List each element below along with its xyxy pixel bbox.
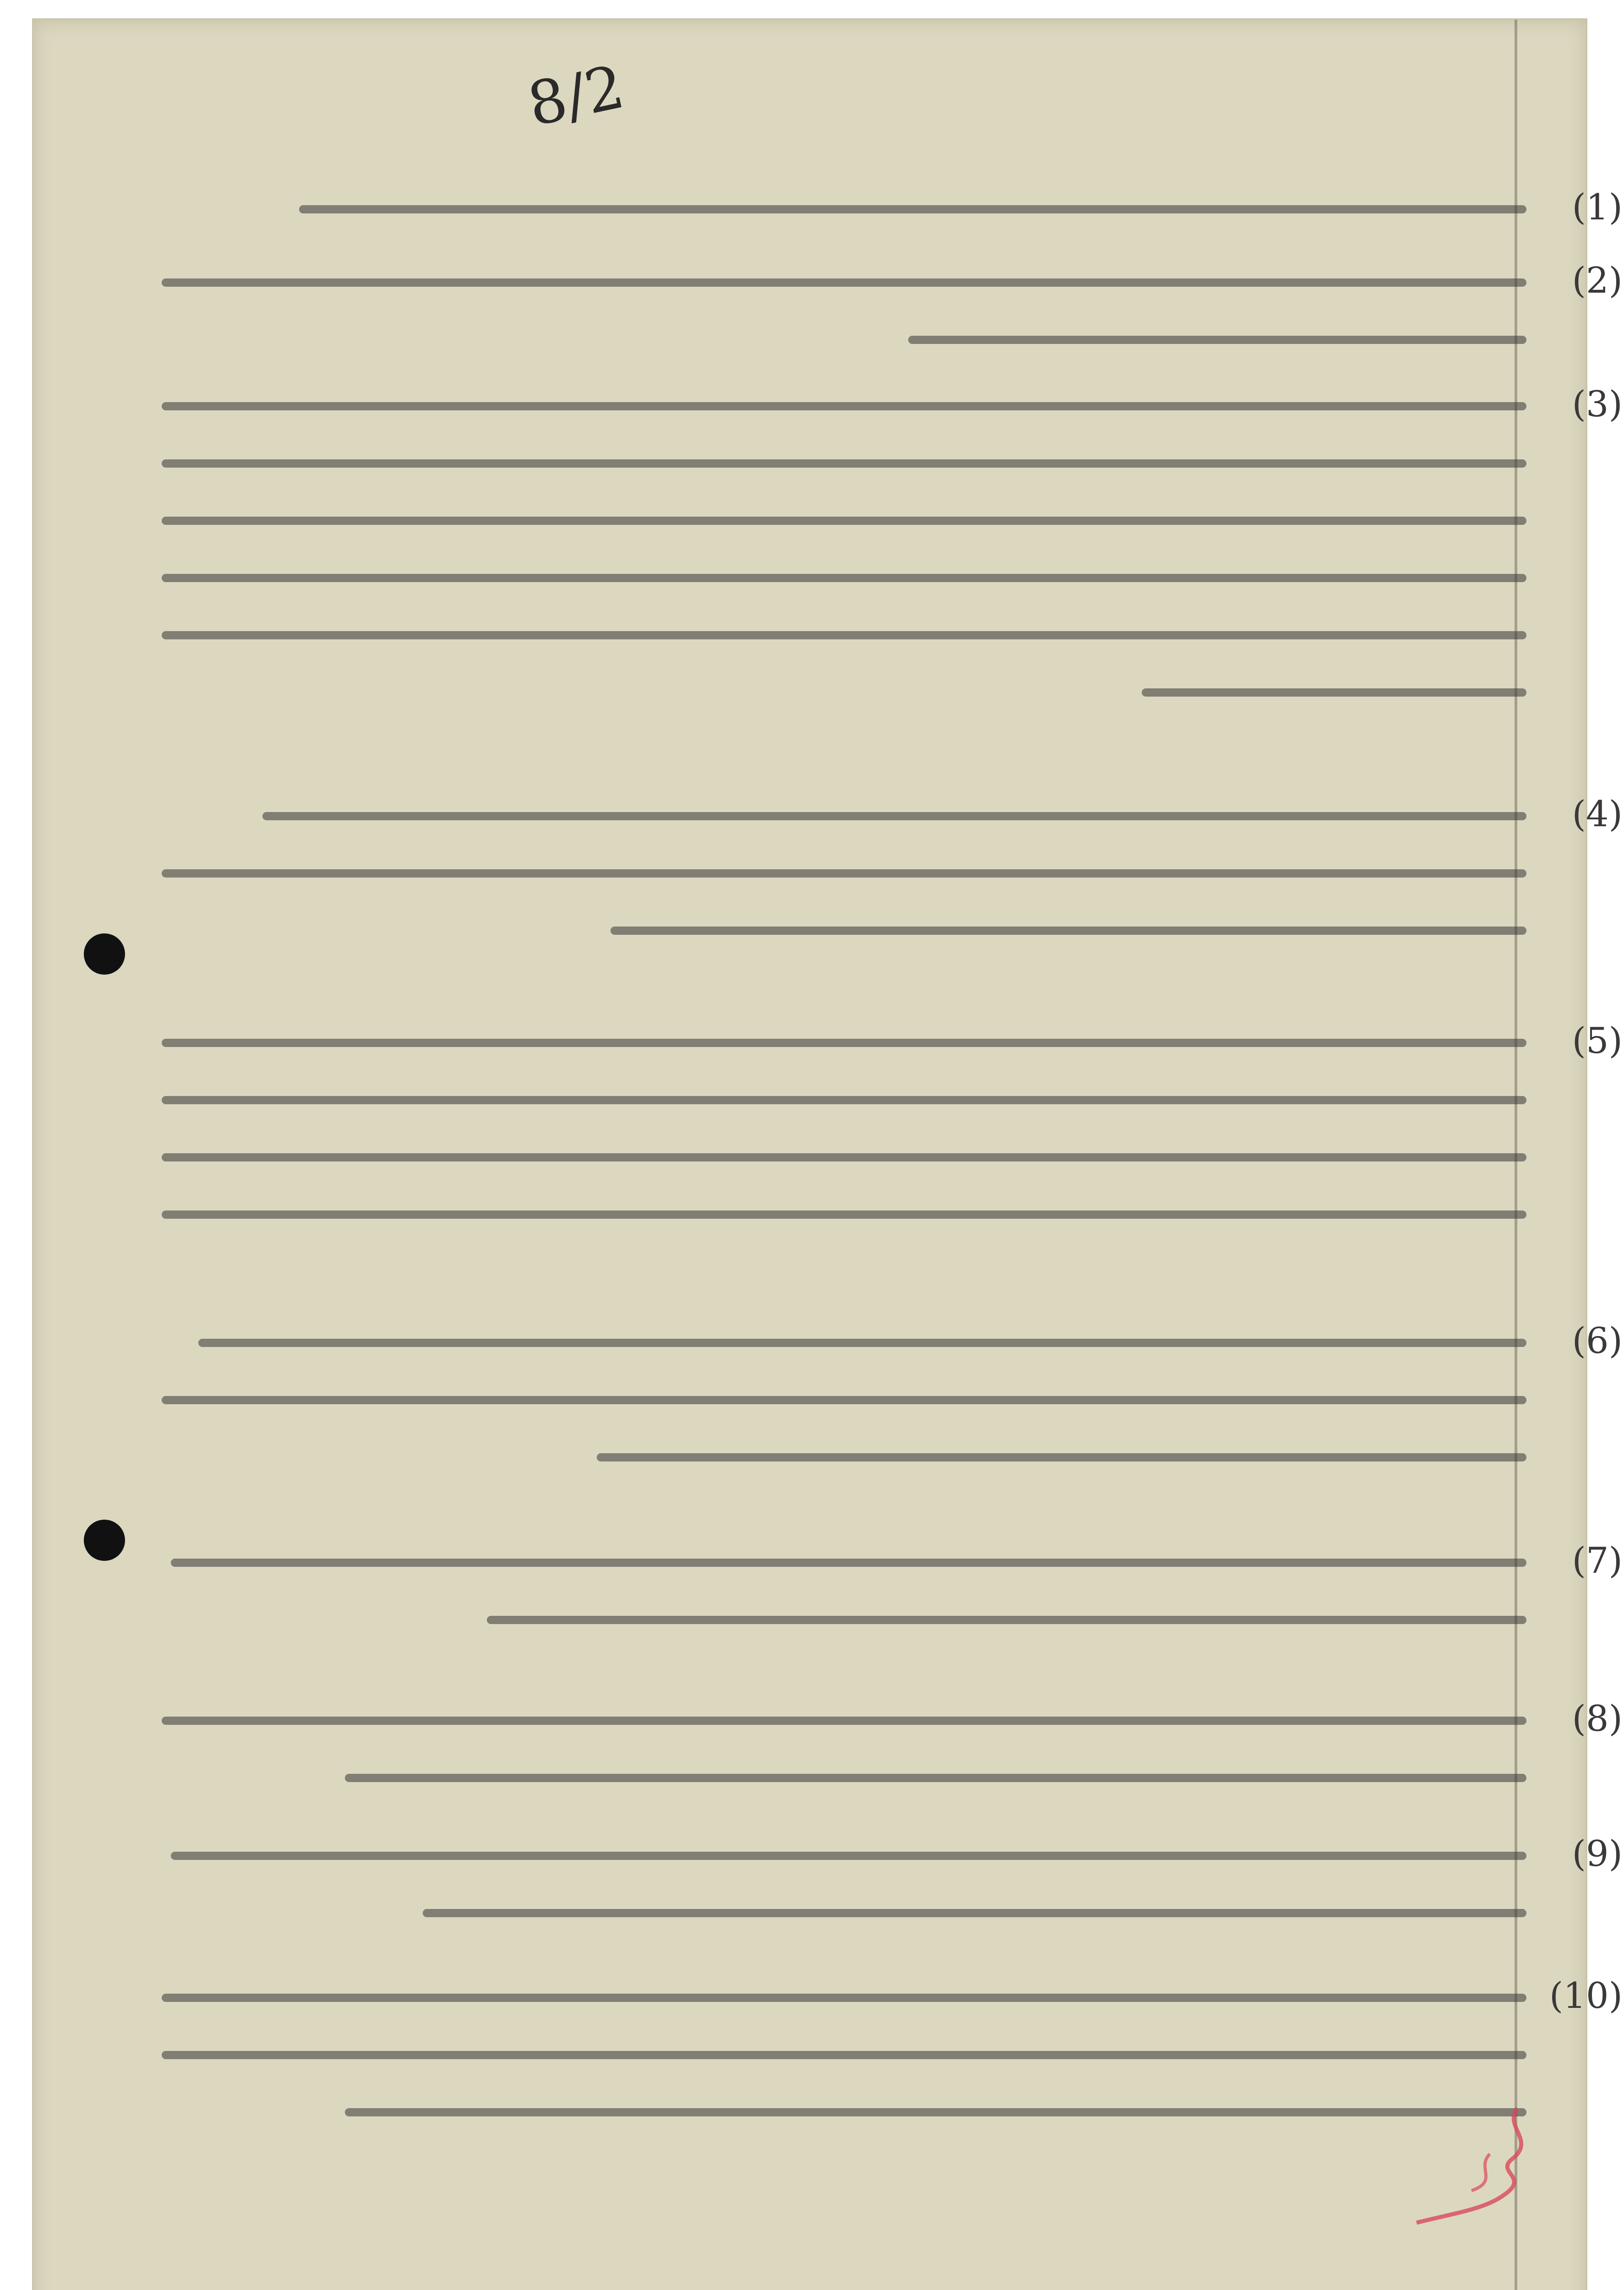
handwritten-line — [153, 441, 1526, 478]
handwritten-line — [153, 1891, 1526, 1927]
item-number: (1) — [1572, 187, 1623, 228]
handwritten-line — [153, 1435, 1526, 1472]
handwritten-line — [153, 1135, 1526, 1172]
page-number: 8/2 — [522, 51, 630, 140]
handwritten-line — [153, 187, 1526, 224]
punch-hole — [84, 933, 125, 975]
item-number: (5) — [1572, 1020, 1623, 1062]
handwritten-line — [153, 1020, 1526, 1057]
item-number: (9) — [1572, 1833, 1623, 1875]
handwritten-line — [153, 1598, 1526, 1634]
handwritten-line — [153, 384, 1526, 420]
handwritten-line — [153, 1975, 1526, 2012]
handwritten-line — [153, 794, 1526, 830]
item-number: (10) — [1549, 1975, 1623, 2017]
item-number: (2) — [1572, 260, 1623, 301]
handwritten-line — [153, 498, 1526, 535]
handwritten-line — [153, 556, 1526, 592]
red-pencil-mark — [1398, 2099, 1549, 2236]
item-number: (8) — [1572, 1698, 1623, 1739]
handwritten-line — [153, 908, 1526, 945]
item-number: (3) — [1572, 384, 1623, 425]
item-number: (7) — [1572, 1540, 1623, 1581]
handwritten-line — [153, 1378, 1526, 1414]
handwritten-line — [153, 613, 1526, 649]
handwritten-line — [153, 2090, 1526, 2126]
document-page — [32, 18, 1623, 2290]
handwritten-line — [153, 1698, 1526, 1735]
item-number: (6) — [1572, 1320, 1623, 1362]
handwritten-line — [153, 2033, 1526, 2069]
handwritten-line — [153, 317, 1526, 354]
item-number: (4) — [1572, 794, 1623, 835]
handwritten-line — [153, 260, 1526, 297]
handwritten-line — [153, 1320, 1526, 1357]
handwritten-line — [153, 1833, 1526, 1870]
handwritten-line — [153, 851, 1526, 888]
punch-hole — [84, 1520, 125, 1561]
handwritten-line — [153, 670, 1526, 707]
handwritten-line — [153, 1540, 1526, 1577]
handwritten-line — [153, 1078, 1526, 1114]
handwritten-line — [153, 1756, 1526, 1792]
handwritten-line — [153, 1192, 1526, 1229]
